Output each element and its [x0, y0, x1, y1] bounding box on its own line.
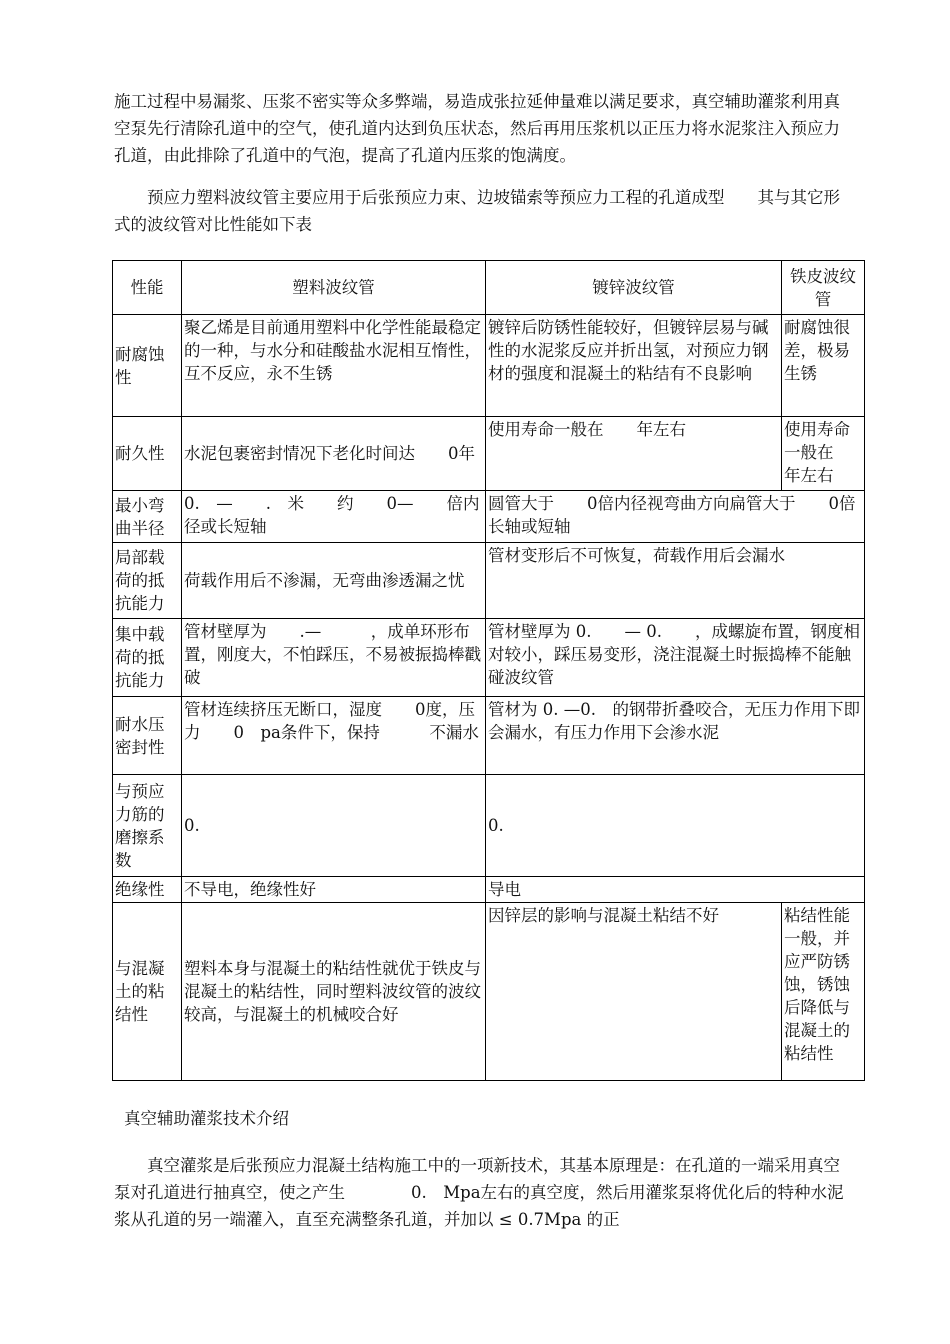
cell-iron: 粘结性能一般，并应严防锈蚀，锈蚀后降低与混凝土的粘结性 [782, 903, 865, 1081]
cell-plastic: 管材壁厚为 .— ，成单环形布置，刚度大，不怕踩压，不易被振捣棒戳破 [182, 619, 486, 697]
cell-galvanized: 因锌层的影响与混凝土粘结不好 [486, 903, 782, 1081]
cell-plastic: 水泥包裹密封情况下老化时间达 0年 [182, 417, 486, 491]
table-row [113, 903, 865, 1081]
section-subheading: 真空辅助灌浆技术介绍 [124, 1109, 289, 1128]
comparison-table [112, 260, 865, 1081]
row-label: 耐水压密封性 [113, 697, 182, 775]
header-iron: 铁皮波纹管 [782, 261, 865, 315]
cell-plastic: 不导电，绝缘性好 [182, 877, 486, 903]
cell-galvanized: 使用寿命一般在 年左右 [486, 417, 782, 491]
cell-galvanized-iron: 管材变形后不可恢复，荷载作用后会漏水 [486, 543, 865, 619]
header-plastic: 塑料波纹管 [182, 261, 486, 315]
cell-plastic: 聚乙烯是目前通用塑料中化学性能最稳定的一种，与水分和硅酸盐水泥相互惰性，互不反应，永不生锈 [182, 315, 486, 417]
row-label: 局部载荷的抵抗能力 [113, 543, 182, 619]
row-label: 与预应力筋的磨擦系数 [113, 775, 182, 877]
table-row [113, 491, 865, 543]
table-row [113, 877, 865, 903]
table-row [113, 543, 865, 619]
cell-plastic: 荷载作用后不渗漏，无弯曲渗透漏之忧 [182, 543, 486, 619]
cell-galvanized-iron: 管材壁厚为 0. — 0. ，成螺旋布置，钢度相对较小，踩压易变形，浇注混凝土时振捣棒不能触碰波纹管 [486, 619, 865, 697]
cell-plastic: 0. [182, 775, 486, 877]
row-label: 耐腐蚀性 [113, 315, 182, 417]
cell-iron: 使用寿命一般在 年左右 [782, 417, 865, 491]
table-row [113, 315, 865, 417]
table-row [113, 697, 865, 775]
header-galvanized: 镀锌波纹管 [486, 261, 782, 315]
cell-plastic: 塑料本身与混凝土的粘结性就优于铁皮与混凝土的粘结性，同时塑料波纹管的波纹较高，与混凝土的机械咬合好 [182, 903, 486, 1081]
cell-iron: 耐腐蚀很差，极易生锈 [782, 315, 865, 417]
cell-galvanized-iron: 0. [486, 775, 865, 877]
header-property: 性能 [113, 261, 182, 315]
cell-plastic: 管材连续挤压无断口，湿度 0度，压力 0 pa条件下，保持 不漏水 [182, 697, 486, 775]
table-intro-paragraph: 预应力塑料波纹管主要应用于后张预应力束、边坡锚索等预应力工程的孔道成型 其与其它形式的波纹管对比性能如下表 [114, 188, 840, 234]
row-label: 绝缘性 [113, 877, 182, 903]
cell-galvanized-iron: 管材为 0. —0. 的钢带折叠咬合，无压力作用下即会漏水，有压力作用下会渗水泥 [486, 697, 865, 775]
table-row [113, 619, 865, 697]
vacuum-grouting-paragraph: 真空灌浆是后张预应力混凝土结构施工中的一项新技术，其基本原理是：在孔道的一端采用真空泵对孔道进行抽真空，使之产生 0. Mpa左右的真空度，然后用灌浆泵将优化后的特种水泥浆从孔道的另一端灌入，直至充满整条孔道，并加以 ≤ 0.7Mpa 的正 [114, 1156, 844, 1229]
cell-plastic: 0. — . 米 约 0— 倍内径或长短轴 [182, 491, 486, 543]
row-label: 集中载荷的抵抗能力 [113, 619, 182, 697]
cell-galvanized-iron: 导电 [486, 877, 865, 903]
row-label: 与混凝土的粘结性 [113, 903, 182, 1081]
cell-galvanized: 镀锌后防锈性能较好，但镀锌层易与碱性的水泥浆反应并折出氢，对预应力钢材的强度和混凝土的粘结有不良影响 [486, 315, 782, 417]
table-row [113, 417, 865, 491]
row-label: 最小弯曲半径 [113, 491, 182, 543]
intro-paragraph: 施工过程中易漏浆、压浆不密实等众多弊端，易造成张拉延伸量难以满足要求，真空辅助灌浆利用真空泵先行清除孔道中的空气，使孔道内达到负压状态，然后再用压浆机以正压力将水泥浆注入预应力孔道，由此排除了孔道中的气泡，提高了孔道内压浆的饱满度。 [114, 92, 840, 165]
row-label: 耐久性 [113, 417, 182, 491]
table-row [113, 775, 865, 877]
table-header-row [113, 261, 865, 315]
cell-galvanized-iron: 圆管大于 0倍内径视弯曲方向扁管大于 0倍长轴或短轴 [486, 491, 865, 543]
